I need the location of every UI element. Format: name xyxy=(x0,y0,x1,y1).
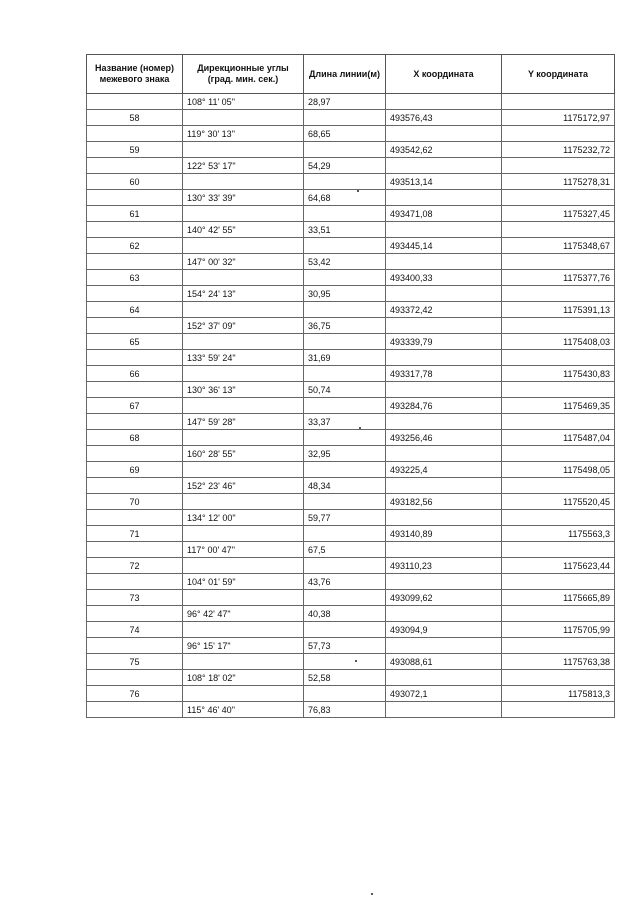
x-coordinate-cell xyxy=(386,670,502,686)
header-marker-name: Название (номер) межевого знака xyxy=(87,55,183,94)
table-row xyxy=(87,638,615,654)
header-y-coordinate: Y координата xyxy=(502,55,615,94)
marker-name-cell: 69 xyxy=(87,462,183,478)
y-coordinate-cell xyxy=(502,702,615,718)
direction-angle-cell: 154° 24' 13" xyxy=(183,286,304,302)
table-row xyxy=(87,254,615,270)
direction-angle-cell xyxy=(183,206,304,222)
direction-angle-cell: 96° 15' 17" xyxy=(183,638,304,654)
marker-name-cell xyxy=(87,350,183,366)
line-length-cell: 76,83 xyxy=(304,702,386,718)
direction-angle-cell xyxy=(183,142,304,158)
y-coordinate-cell xyxy=(502,638,615,654)
table-row xyxy=(87,270,615,286)
y-coordinate-cell: 1175430,83 xyxy=(502,366,615,382)
y-coordinate-cell xyxy=(502,126,615,142)
marker-name-cell xyxy=(87,254,183,270)
marker-name-cell xyxy=(87,542,183,558)
direction-angle-cell: 130° 36' 13" xyxy=(183,382,304,398)
x-coordinate-cell: 493225,4 xyxy=(386,462,502,478)
marker-name-cell xyxy=(87,670,183,686)
line-length-cell: 59,77 xyxy=(304,510,386,526)
table-row xyxy=(87,478,615,494)
x-coordinate-cell: 493400,33 xyxy=(386,270,502,286)
y-coordinate-cell xyxy=(502,574,615,590)
x-coordinate-cell xyxy=(386,254,502,270)
direction-angle-cell: 130° 33' 39" xyxy=(183,190,304,206)
x-coordinate-cell: 493140,89 xyxy=(386,526,502,542)
direction-angle-cell xyxy=(183,366,304,382)
y-coordinate-cell xyxy=(502,478,615,494)
marker-name-cell xyxy=(87,702,183,718)
x-coordinate-cell xyxy=(386,606,502,622)
table-row xyxy=(87,366,615,382)
direction-angle-cell: 160° 28' 55" xyxy=(183,446,304,462)
table-row xyxy=(87,302,615,318)
table-row xyxy=(87,286,615,302)
direction-angle-cell: 96° 42' 47" xyxy=(183,606,304,622)
y-coordinate-cell xyxy=(502,158,615,174)
marker-name-cell: 62 xyxy=(87,238,183,254)
line-length-cell: 48,34 xyxy=(304,478,386,494)
scan-speck xyxy=(355,660,357,662)
y-coordinate-cell: 1175172,97 xyxy=(502,110,615,126)
line-length-cell xyxy=(304,270,386,286)
table-row xyxy=(87,686,615,702)
y-coordinate-cell xyxy=(502,606,615,622)
direction-angle-cell xyxy=(183,270,304,286)
direction-angle-cell xyxy=(183,686,304,702)
line-length-cell xyxy=(304,462,386,478)
x-coordinate-cell xyxy=(386,318,502,334)
line-length-cell: 28,97 xyxy=(304,94,386,110)
line-length-cell xyxy=(304,302,386,318)
table-row xyxy=(87,382,615,398)
direction-angle-cell xyxy=(183,174,304,190)
x-coordinate-cell: 493088,61 xyxy=(386,654,502,670)
table-row xyxy=(87,622,615,638)
marker-name-cell xyxy=(87,190,183,206)
direction-angle-cell xyxy=(183,110,304,126)
line-length-cell xyxy=(304,654,386,670)
x-coordinate-cell: 493471,08 xyxy=(386,206,502,222)
direction-angle-cell: 152° 37' 09" xyxy=(183,318,304,334)
marker-name-cell xyxy=(87,574,183,590)
direction-angle-cell: 117° 00' 47" xyxy=(183,542,304,558)
x-coordinate-cell: 493317,78 xyxy=(386,366,502,382)
x-coordinate-cell xyxy=(386,638,502,654)
y-coordinate-cell xyxy=(502,670,615,686)
line-length-cell: 32,95 xyxy=(304,446,386,462)
x-coordinate-cell xyxy=(386,446,502,462)
marker-name-cell: 68 xyxy=(87,430,183,446)
x-coordinate-cell: 493372,42 xyxy=(386,302,502,318)
x-coordinate-cell xyxy=(386,382,502,398)
table-row xyxy=(87,318,615,334)
direction-angle-cell xyxy=(183,334,304,350)
y-coordinate-cell: 1175469,35 xyxy=(502,398,615,414)
direction-angle-cell: 108° 18' 02" xyxy=(183,670,304,686)
marker-name-cell xyxy=(87,286,183,302)
y-coordinate-cell: 1175705,99 xyxy=(502,622,615,638)
x-coordinate-cell: 493182,56 xyxy=(386,494,502,510)
y-coordinate-cell xyxy=(502,510,615,526)
y-coordinate-cell: 1175623,44 xyxy=(502,558,615,574)
x-coordinate-cell xyxy=(386,414,502,430)
line-length-cell: 36,75 xyxy=(304,318,386,334)
y-coordinate-cell xyxy=(502,414,615,430)
scan-speck xyxy=(371,893,373,895)
y-coordinate-cell xyxy=(502,350,615,366)
x-coordinate-cell xyxy=(386,702,502,718)
y-coordinate-cell: 1175327,45 xyxy=(502,206,615,222)
line-length-cell xyxy=(304,622,386,638)
marker-name-cell xyxy=(87,382,183,398)
x-coordinate-cell: 493284,76 xyxy=(386,398,502,414)
marker-name-cell: 61 xyxy=(87,206,183,222)
marker-name-cell: 59 xyxy=(87,142,183,158)
y-coordinate-cell xyxy=(502,94,615,110)
table-body xyxy=(87,94,615,718)
table-row xyxy=(87,238,615,254)
line-length-cell: 50,74 xyxy=(304,382,386,398)
direction-angle-cell: 122° 53' 17" xyxy=(183,158,304,174)
direction-angle-cell: 134° 12' 00" xyxy=(183,510,304,526)
x-coordinate-cell: 493110,23 xyxy=(386,558,502,574)
table-row xyxy=(87,702,615,718)
direction-angle-cell xyxy=(183,526,304,542)
y-coordinate-cell: 1175391,13 xyxy=(502,302,615,318)
line-length-cell: 53,42 xyxy=(304,254,386,270)
y-coordinate-cell: 1175348,67 xyxy=(502,238,615,254)
marker-name-cell xyxy=(87,510,183,526)
line-length-cell xyxy=(304,558,386,574)
x-coordinate-cell: 493576,43 xyxy=(386,110,502,126)
y-coordinate-cell xyxy=(502,190,615,206)
line-length-cell: 33,51 xyxy=(304,222,386,238)
y-coordinate-cell: 1175498,05 xyxy=(502,462,615,478)
y-coordinate-cell: 1175520,45 xyxy=(502,494,615,510)
direction-angle-cell xyxy=(183,622,304,638)
x-coordinate-cell xyxy=(386,222,502,238)
y-coordinate-cell: 1175278,31 xyxy=(502,174,615,190)
x-coordinate-cell: 493256,46 xyxy=(386,430,502,446)
marker-name-cell xyxy=(87,446,183,462)
table-row xyxy=(87,334,615,350)
line-length-cell xyxy=(304,110,386,126)
table-row xyxy=(87,174,615,190)
marker-name-cell: 76 xyxy=(87,686,183,702)
x-coordinate-cell xyxy=(386,478,502,494)
table-row xyxy=(87,94,615,110)
y-coordinate-cell xyxy=(502,222,615,238)
x-coordinate-cell: 493099,62 xyxy=(386,590,502,606)
marker-name-cell: 60 xyxy=(87,174,183,190)
line-length-cell xyxy=(304,142,386,158)
x-coordinate-cell xyxy=(386,94,502,110)
line-length-cell xyxy=(304,526,386,542)
line-length-cell xyxy=(304,174,386,190)
line-length-cell: 68,65 xyxy=(304,126,386,142)
y-coordinate-cell: 1175377,76 xyxy=(502,270,615,286)
table-row xyxy=(87,510,615,526)
line-length-cell: 31,69 xyxy=(304,350,386,366)
y-coordinate-cell: 1175232,72 xyxy=(502,142,615,158)
marker-name-cell: 70 xyxy=(87,494,183,510)
table-row xyxy=(87,526,615,542)
table-row xyxy=(87,574,615,590)
y-coordinate-cell xyxy=(502,542,615,558)
line-length-cell: 64,68 xyxy=(304,190,386,206)
x-coordinate-cell xyxy=(386,350,502,366)
y-coordinate-cell xyxy=(502,254,615,270)
marker-name-cell: 65 xyxy=(87,334,183,350)
y-coordinate-cell: 1175813,3 xyxy=(502,686,615,702)
table-row xyxy=(87,558,615,574)
x-coordinate-cell: 493094,9 xyxy=(386,622,502,638)
table-row xyxy=(87,398,615,414)
table-row xyxy=(87,158,615,174)
table-row xyxy=(87,462,615,478)
x-coordinate-cell xyxy=(386,542,502,558)
x-coordinate-cell: 493445,14 xyxy=(386,238,502,254)
header-line-length: Длина линии(м) xyxy=(304,55,386,94)
line-length-cell: 67,5 xyxy=(304,542,386,558)
line-length-cell xyxy=(304,398,386,414)
table-row xyxy=(87,414,615,430)
direction-angle-cell xyxy=(183,430,304,446)
x-coordinate-cell xyxy=(386,510,502,526)
direction-angle-cell: 115° 46' 40" xyxy=(183,702,304,718)
y-coordinate-cell xyxy=(502,318,615,334)
direction-angle-cell xyxy=(183,590,304,606)
y-coordinate-cell: 1175763,38 xyxy=(502,654,615,670)
line-length-cell xyxy=(304,366,386,382)
y-coordinate-cell xyxy=(502,286,615,302)
x-coordinate-cell: 493513,14 xyxy=(386,174,502,190)
line-length-cell xyxy=(304,590,386,606)
table-row xyxy=(87,606,615,622)
marker-name-cell xyxy=(87,126,183,142)
y-coordinate-cell xyxy=(502,446,615,462)
direction-angle-cell: 119° 30' 13" xyxy=(183,126,304,142)
marker-name-cell: 73 xyxy=(87,590,183,606)
boundary-coordinates-table xyxy=(86,54,615,718)
direction-angle-cell xyxy=(183,302,304,318)
line-length-cell xyxy=(304,430,386,446)
line-length-cell: 54,29 xyxy=(304,158,386,174)
scan-speck xyxy=(359,427,361,429)
table-row xyxy=(87,222,615,238)
x-coordinate-cell xyxy=(386,574,502,590)
direction-angle-cell xyxy=(183,238,304,254)
table-row xyxy=(87,494,615,510)
marker-name-cell: 67 xyxy=(87,398,183,414)
marker-name-cell xyxy=(87,94,183,110)
line-length-cell: 52,58 xyxy=(304,670,386,686)
header-direction-angle: Дирекционные углы (град. мин. сек.) xyxy=(183,55,304,94)
line-length-cell: 43,76 xyxy=(304,574,386,590)
direction-angle-cell: 147° 00' 32" xyxy=(183,254,304,270)
line-length-cell xyxy=(304,238,386,254)
y-coordinate-cell: 1175563,3 xyxy=(502,526,615,542)
marker-name-cell: 71 xyxy=(87,526,183,542)
direction-angle-cell xyxy=(183,494,304,510)
marker-name-cell xyxy=(87,222,183,238)
direction-angle-cell xyxy=(183,558,304,574)
x-coordinate-cell: 493072,1 xyxy=(386,686,502,702)
direction-angle-cell: 104° 01' 59" xyxy=(183,574,304,590)
marker-name-cell: 64 xyxy=(87,302,183,318)
line-length-cell xyxy=(304,686,386,702)
marker-name-cell xyxy=(87,158,183,174)
x-coordinate-cell xyxy=(386,158,502,174)
direction-angle-cell: 108° 11' 05" xyxy=(183,94,304,110)
marker-name-cell: 72 xyxy=(87,558,183,574)
table-row xyxy=(87,430,615,446)
marker-name-cell: 58 xyxy=(87,110,183,126)
table-row xyxy=(87,590,615,606)
marker-name-cell xyxy=(87,606,183,622)
line-length-cell: 30,95 xyxy=(304,286,386,302)
y-coordinate-cell: 1175408,03 xyxy=(502,334,615,350)
x-coordinate-cell: 493542,62 xyxy=(386,142,502,158)
marker-name-cell: 75 xyxy=(87,654,183,670)
marker-name-cell: 63 xyxy=(87,270,183,286)
direction-angle-cell xyxy=(183,654,304,670)
y-coordinate-cell: 1175487,04 xyxy=(502,430,615,446)
table-row xyxy=(87,654,615,670)
table-row xyxy=(87,110,615,126)
scan-speck xyxy=(357,190,359,192)
y-coordinate-cell xyxy=(502,382,615,398)
table-row xyxy=(87,350,615,366)
direction-angle-cell: 133° 59' 24" xyxy=(183,350,304,366)
line-length-cell: 57,73 xyxy=(304,638,386,654)
x-coordinate-cell xyxy=(386,190,502,206)
x-coordinate-cell xyxy=(386,286,502,302)
direction-angle-cell: 152° 23' 46" xyxy=(183,478,304,494)
marker-name-cell xyxy=(87,478,183,494)
table-row xyxy=(87,446,615,462)
direction-angle-cell: 140° 42' 55" xyxy=(183,222,304,238)
direction-angle-cell xyxy=(183,462,304,478)
marker-name-cell xyxy=(87,318,183,334)
x-coordinate-cell: 493339,79 xyxy=(386,334,502,350)
table-row xyxy=(87,542,615,558)
line-length-cell: 40,38 xyxy=(304,606,386,622)
y-coordinate-cell: 1175665,89 xyxy=(502,590,615,606)
table-header-row xyxy=(87,55,615,94)
line-length-cell xyxy=(304,494,386,510)
marker-name-cell: 66 xyxy=(87,366,183,382)
direction-angle-cell: 147° 59' 28" xyxy=(183,414,304,430)
table-row xyxy=(87,190,615,206)
x-coordinate-cell xyxy=(386,126,502,142)
table-row xyxy=(87,206,615,222)
marker-name-cell xyxy=(87,638,183,654)
marker-name-cell xyxy=(87,414,183,430)
line-length-cell xyxy=(304,334,386,350)
marker-name-cell: 74 xyxy=(87,622,183,638)
table-row xyxy=(87,142,615,158)
line-length-cell: 33,37 xyxy=(304,414,386,430)
table-row xyxy=(87,126,615,142)
line-length-cell xyxy=(304,206,386,222)
direction-angle-cell xyxy=(183,398,304,414)
table-row xyxy=(87,670,615,686)
header-x-coordinate: X координата xyxy=(386,55,502,94)
